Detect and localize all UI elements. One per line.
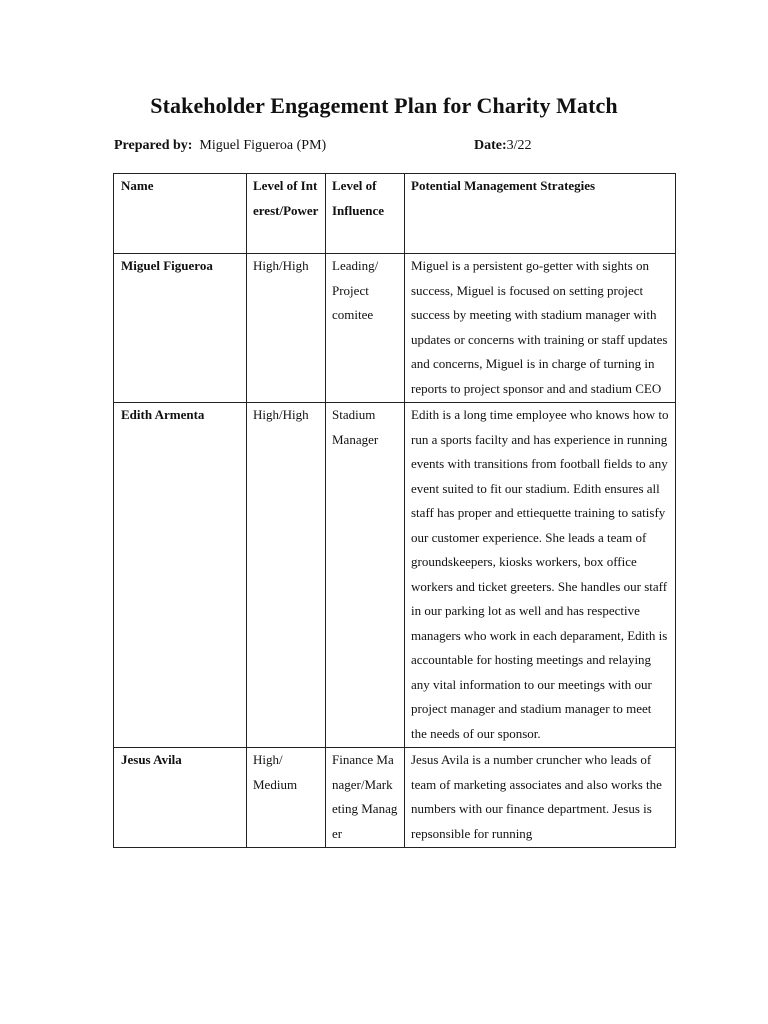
interest-power: High/High [247,403,326,748]
prepared-by [114,138,326,154]
date [474,138,532,154]
strategy: Jesus Avila is a number cruncher who leads of team of marketing associates and also works the numbers with our finance department. Jesus is repsonsible for running [405,748,676,848]
strategy: Edith is a long time employee who knows how to run a sports facilty and has experience in running events with transitions from football fields to any event suited to fit our stadium. Edith ensures all staff has proper and ettiequette training to satisfy our customer experience. She leads a team of groundskeepers, kiosks workers, box office workers and ticket greeters. She handles our staff in our parking lot as well and has respective managers who work in each deparament, Edith is accountable for hosting meetings and relaying any vital information to our meetings with our project manager and stadium manager to meet the needs of our sponsor. [405,403,676,748]
influence: Leading/ Project comitee [326,254,405,403]
interest-power: High/ Medium [247,748,326,848]
date-label: Date: [474,138,507,153]
stakeholder-name: Miguel Figueroa [114,254,247,403]
strategy: Miguel is a persistent go-getter with sights on success, Miguel is focused on setting project success by meeting with stadium manager with updates or concerns with training or staff updates and concerns, Miguel is in charge of turning in reports to project sponsor and and stadium CEO [405,254,676,403]
influence: Finance Manager/Marketing Manager [326,748,405,848]
date-value: 3/22 [506,138,532,153]
header-interest-power: Level of Interest/Power [247,174,326,254]
stakeholder-name: Jesus Avila [114,748,247,848]
table-row [114,254,676,403]
stakeholder-name: Edith Armenta [114,403,247,748]
header-influence: Level of Influence [326,174,405,254]
table-row [114,403,676,748]
prepared-by-value: Miguel Figueroa (PM) [199,138,327,153]
prepared-by-label: Prepared by: [114,138,193,153]
document-title: Stakeholder Engagement Plan for Charity Match [150,93,618,118]
interest-power: High/High [247,254,326,403]
header-name: Name [114,174,247,254]
header-strategies: Potential Management Strategies [405,174,676,254]
table-header-row [114,174,676,254]
table-row [114,748,676,848]
influence: Stadium Manager [326,403,405,748]
stakeholder-table [113,173,676,848]
